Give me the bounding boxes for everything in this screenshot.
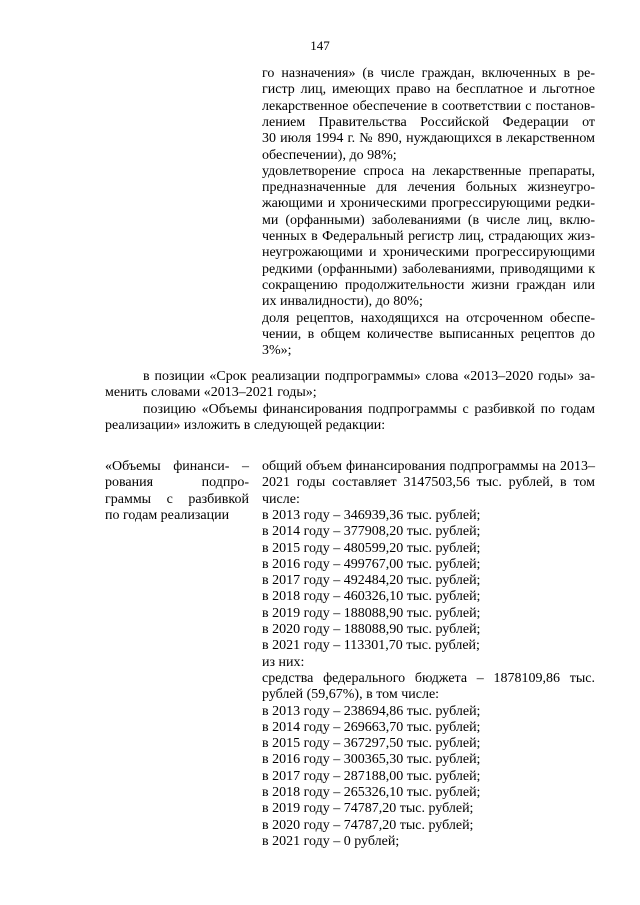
text-line: удовлетворение спроса на лекарственные препараты, (262, 163, 595, 179)
table-value-line: в 2013 году – 346939,36 тыс. рублей; (262, 507, 481, 523)
table-value-line: 2021 годы составляет 3147503,56 тыс. рублей, в том (262, 475, 595, 491)
table-label-line: рования подпро- (105, 475, 249, 491)
table-value-line: в 2018 году – 265326,10 тыс. рублей; (262, 785, 481, 800)
text-line: доля рецептов, находящихся на отсроченном обеспе- (262, 310, 595, 326)
table-value-line: в 2018 году – 460326,10 тыс. рублей; (262, 589, 481, 605)
table-value-line: в 2021 году – 0 рублей; (262, 833, 400, 849)
paragraph-line: позицию «Объемы финансирования подпрограммы с разбивкой по годам (143, 401, 595, 417)
table-value-line: в 2016 году – 300365,30 тыс. рублей; (262, 752, 481, 768)
text-line: сокращению продолжительности жизни граждан или (262, 277, 595, 293)
text-line: 30 июля 1994 г. № 890, нуждающихся в лекарственном (262, 131, 595, 147)
text-line: 3%»; (262, 343, 292, 359)
table-label-line: граммы с разбивкой (105, 491, 249, 507)
paragraph-line: менить словами «2013–2021 годы»; (105, 385, 317, 401)
table-value-line: в 2017 году – 287188,00 тыс. рублей; (262, 768, 481, 784)
table-label-line: «Объемы финанси- – (105, 459, 249, 474)
table-label-line: по годам реализации (105, 507, 230, 523)
table-value-line: в 2015 году – 367297,50 тыс. рублей; (262, 736, 481, 752)
table-value-line: в 2019 году – 74787,20 тыс. рублей; (262, 801, 474, 817)
text-line: редкими (орфанными) заболеваниями, приводящими к (262, 261, 595, 277)
text-line: жающими и хроническими прогрессирующими редки- (262, 196, 595, 212)
text-line: гистр лиц, имеющих право на бесплатное и льготное (262, 82, 595, 98)
text-line: неугрожающими и хроническими прогрессирующими (262, 245, 595, 261)
table-value-line: в 2014 году – 269663,70 тыс. рублей; (262, 719, 481, 735)
table-value-line: рублей (59,67%), в том числе: (262, 687, 440, 703)
table-value-line: в 2020 году – 188088,90 тыс. рублей; (262, 622, 481, 637)
table-value-line: в 2021 году – 113301,70 тыс. рублей; (262, 638, 480, 654)
table-value-line: общий объем финансирования подпрограммы на 2013– (262, 459, 595, 474)
paragraph-line: в позиции «Срок реализации подпрограммы» слова «2013–2020 годы» за- (143, 369, 595, 384)
text-line: лением Правительства Российской Федерации от (262, 114, 595, 130)
paragraph-line: реализации» изложить в следующей редакции: (105, 417, 386, 433)
text-line: ми (орфанными) заболеваниями (в числе лиц, вклю- (262, 212, 595, 228)
table-value-line: в 2013 году – 238694,86 тыс. рублей; (262, 703, 481, 719)
text-line: обеспечении), до 98%; (262, 147, 397, 163)
table-value-line: в 2017 году – 492484,20 тыс. рублей; (262, 573, 481, 589)
table-value-line: в 2016 году – 499767,00 тыс. рублей; (262, 556, 481, 572)
text-line: их инвалидности), до 80%; (262, 294, 423, 310)
table-value-line: в 2019 году – 188088,90 тыс. рублей; (262, 605, 481, 621)
table-value-line: из них: (262, 654, 305, 670)
page-number: 147 (310, 38, 330, 53)
table-value-line: числе: (262, 491, 300, 507)
table-value-line: средства федерального бюджета – 1878109,86 тыс. (262, 670, 595, 686)
text-line: лекарственное обеспечение в соответствии с постанов- (262, 98, 595, 114)
table-value-line: в 2015 году – 480599,20 тыс. рублей; (262, 540, 481, 556)
text-line: чении, в общем количестве выписанных рецептов до (262, 326, 595, 342)
table-value-line: в 2020 году – 74787,20 тыс. рублей; (262, 817, 474, 833)
text-line: ченных в Федеральный регистр лиц, страдающих жиз- (262, 229, 595, 244)
table-value-line: в 2014 году – 377908,20 тыс. рублей; (262, 524, 481, 540)
text-line: предназначенные для лечения больных жизнеугро- (262, 180, 595, 196)
text-line: го назначения» (в числе граждан, включенных в ре- (262, 66, 595, 81)
